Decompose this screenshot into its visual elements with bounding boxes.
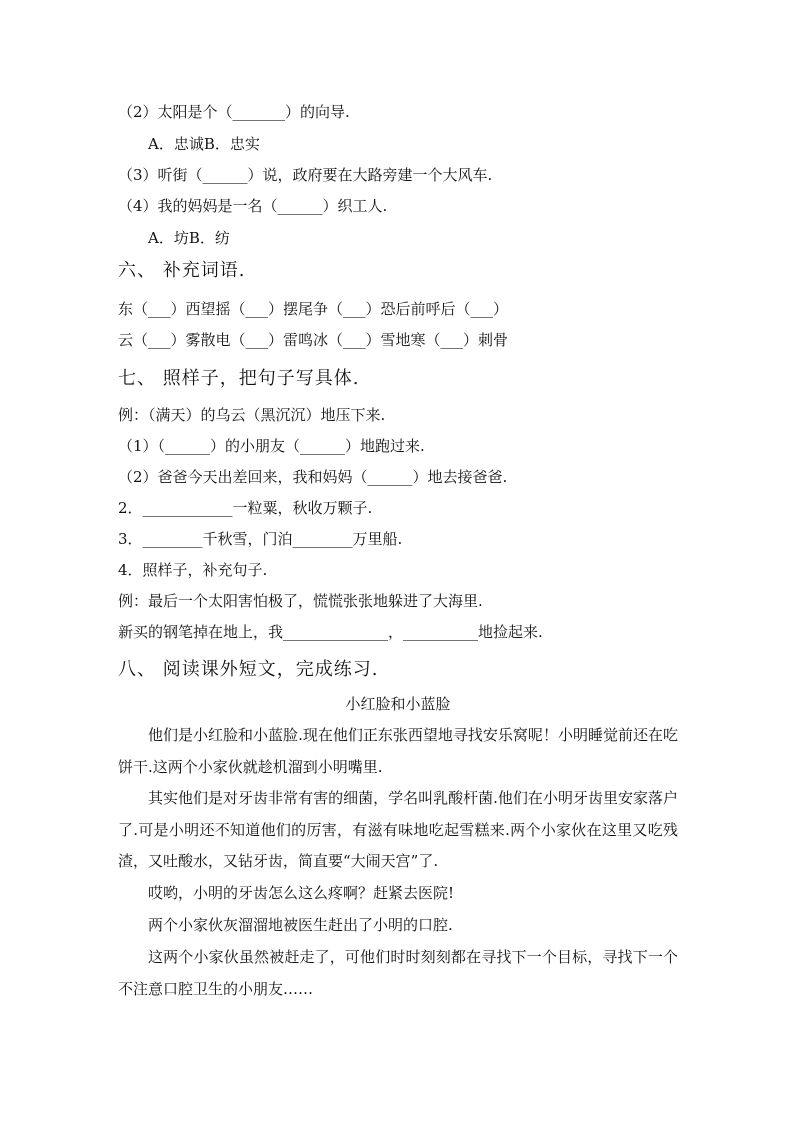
section-6-line-1: 东（___）西望摇（___）摆尾争（___）恐后前呼后（___） xyxy=(118,300,509,318)
section-7-heading: 七、 照样子，把句子写具体. xyxy=(118,368,360,389)
question-7-3-line: 3．________千秋雪，门泊________万里船. xyxy=(118,530,403,548)
question-3-line: （3）听街（______）说，政府要在大路旁建一个大风车. xyxy=(118,166,493,184)
question-4-options: A．坊B．纺 xyxy=(148,229,230,247)
question-4-line: （4）我的妈妈是一名（______）织工人. xyxy=(118,197,388,215)
question-2-line: （2）太阳是个（_______）的向导. xyxy=(118,103,350,121)
passage-paragraph-4: 两个小家伙灰溜溜地被医生赶出了小明的口腔. xyxy=(148,916,453,934)
section-8-heading: 八、 阅读课外短文，完成练习. xyxy=(118,659,379,680)
passage-paragraph-5: 这两个小家伙虽然被赶走了，可他们时时刻刻都在寻找下一个目标，寻找下一个不注意口腔卫生的小朋友…… xyxy=(118,948,678,998)
section-6-line-2: 云（___）雾散电（___）雷鸣冰（___）雪地寒（___）刺骨 xyxy=(118,331,509,349)
passage-paragraph-2: 其实他们是对牙齿非常有害的细菌，学名叫乳酸杆菌.他们在小明牙齿里安家落户了.可是小明还不知道他们的厉害，有滋有味地吃起雪糕来.两个小家伙在这里又吃残渣，又吐酸水，又钻牙齿，简直要“大闹天宫”了. xyxy=(118,789,678,870)
passage-paragraph-3: 哎哟，小明的牙齿怎么这么疼啊？赶紧去医院! xyxy=(148,884,455,902)
question-7-4-fill: 新买的钢笔掉在地上，我______________，__________地捡起来. xyxy=(118,623,543,641)
section-6-heading: 六、 补充词语. xyxy=(118,260,246,281)
question-2-options: A．忠诚B．忠实 xyxy=(148,135,260,153)
section-7-item-2: （2）爸爸今天出差回来，我和妈妈（______）地去接爸爸. xyxy=(118,468,508,486)
section-7-item-1: （1）（______）的小朋友（______）地跑过来. xyxy=(118,437,425,455)
passage-paragraph-1: 他们是小红脸和小蓝脸.现在他们正东张西望地寻找安乐窝呢！小明睡觉前还在吃饼干.这两个小家伙就趁机溜到小明嘴里. xyxy=(118,726,678,776)
question-7-4-line: 4．照样子，补充句子. xyxy=(118,561,268,579)
passage-title: 小红脸和小蓝脸 xyxy=(345,695,451,713)
section-7-example: 例：（满天）的乌云（黑沉沉）地压下来. xyxy=(118,406,386,424)
question-7-2-line: 2．____________一粒粟，秋收万颗子. xyxy=(118,499,373,517)
question-7-4-example: 例：最后一个太阳害怕极了，慌慌张张地躲进了大海里. xyxy=(118,592,483,610)
